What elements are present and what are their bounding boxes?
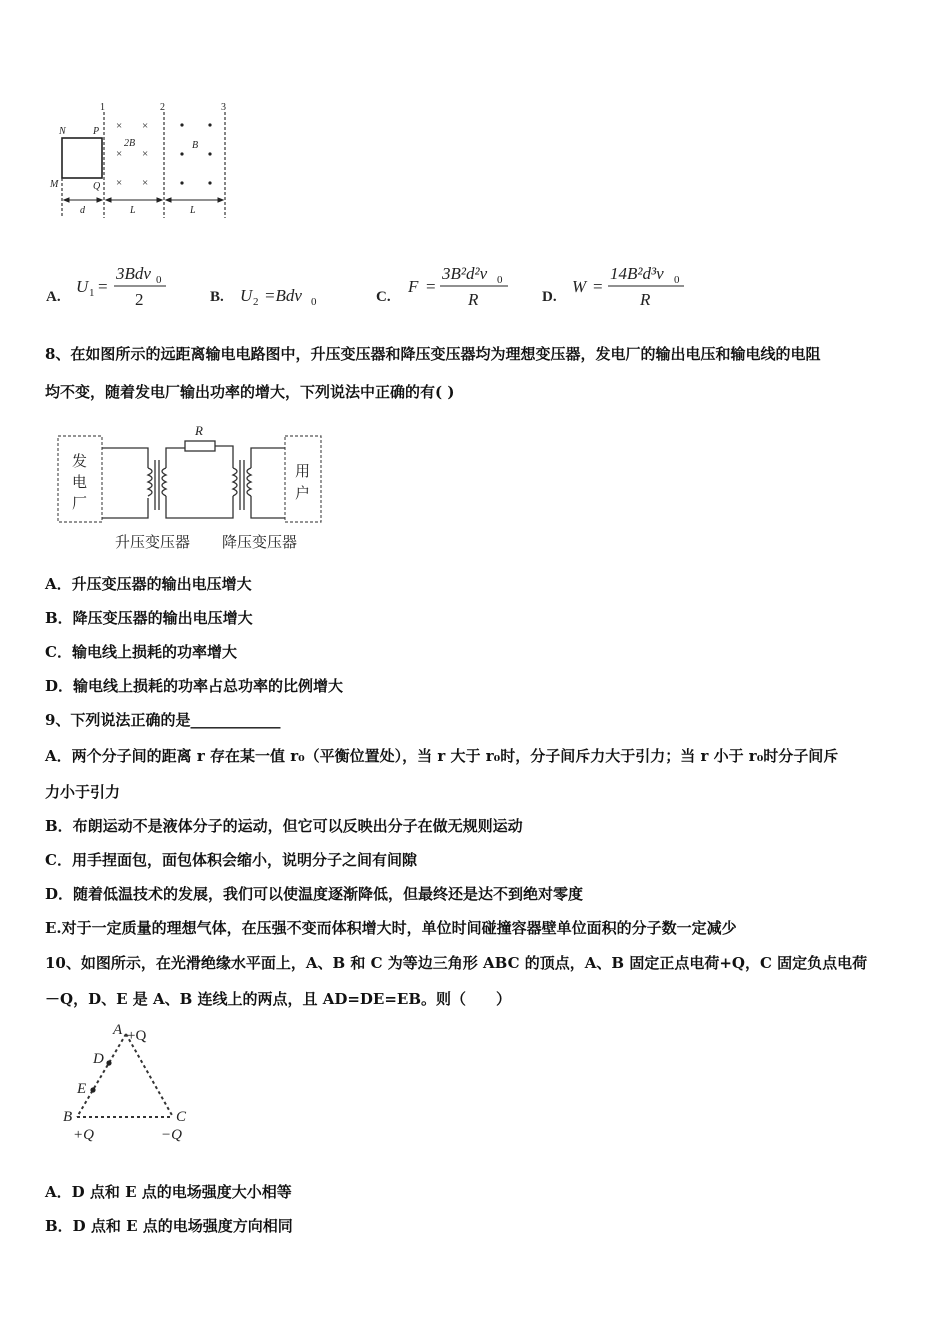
- svg-text:0: 0: [156, 274, 162, 286]
- label-P: P: [93, 126, 100, 137]
- svg-text:×: ×: [142, 148, 149, 160]
- square-loop: [62, 138, 102, 178]
- q10-stem-line2: －Q，D、E 是 A、B 连线上的两点，且 AD=DE=EB。则（ ）: [45, 990, 512, 1008]
- label-B: B: [192, 140, 199, 151]
- label-L1: L: [130, 205, 136, 216]
- q7-option-d-label: D.: [542, 289, 557, 305]
- plant-char-2: 电: [72, 475, 88, 491]
- label-N: N: [59, 126, 66, 137]
- label-L2: L: [190, 205, 196, 216]
- svg-text:U: U: [76, 277, 89, 296]
- q8-option-b: B．降压变压器的输出电压增大: [45, 609, 253, 627]
- label-1: 1: [100, 102, 105, 113]
- svg-text:F: F: [408, 277, 419, 296]
- q7-option-a-numerator: 3Bdv: [116, 264, 151, 283]
- step-up-label: 升压变压器: [115, 535, 191, 551]
- plant-char-3: 厂: [72, 496, 88, 512]
- resistor-label: R: [195, 423, 203, 438]
- label-M: M: [50, 179, 59, 190]
- svg-text:×: ×: [142, 177, 149, 189]
- vertex-a-label: A: [113, 1022, 123, 1038]
- svg-text:×: ×: [116, 120, 123, 132]
- vertex-b-charge: +Q: [73, 1127, 94, 1143]
- q10-stem-line1: 10、如图所示，在光滑绝缘水平面上，A、B 和 C 为等边三角形 ABC 的顶点，A、B 固定正点电荷+Q，C 固定负点电荷: [45, 954, 868, 972]
- field-into-page: [116, 120, 148, 189]
- point-e-label: E: [77, 1081, 87, 1097]
- q10-option-b: B．D 点和 E 点的电场强度方向相同: [45, 1217, 293, 1235]
- label-2B: 2B: [124, 138, 136, 149]
- q9-option-a-line2: 力小于引力: [45, 783, 121, 801]
- power-transmission-figure: [55, 420, 325, 555]
- svg-text:=: =: [593, 277, 603, 296]
- q7-option-c-numerator: 3B²d²v: [442, 264, 488, 283]
- svg-text:1: 1: [89, 287, 95, 299]
- q8-stem-line2: 均不变，随着发电厂输出功率的增大，下列说法中正确的有( ): [45, 383, 455, 401]
- label-Q: Q: [93, 181, 101, 192]
- vertex-c-label: C: [176, 1109, 187, 1125]
- svg-text:U: U: [240, 286, 253, 305]
- svg-text:×: ×: [116, 177, 123, 189]
- point-d: [106, 1060, 111, 1065]
- q7-option-c-denominator: R: [468, 290, 479, 309]
- magnetic-field-figure: [40, 100, 240, 225]
- field-out-of-page: [180, 123, 211, 184]
- user-char-2: 户: [295, 486, 311, 502]
- svg-text:0: 0: [674, 274, 680, 286]
- q10-option-a: A．D 点和 E 点的电场强度大小相等: [45, 1183, 292, 1201]
- vertex-b-label: B: [63, 1109, 73, 1125]
- q9-option-e: E.对于一定质量的理想气体，在压强不变而体积增大时，单位时间碰撞容器壁单位面积的分子数一定减少: [45, 919, 737, 937]
- user-char-1: 用: [295, 464, 311, 480]
- svg-text:×: ×: [142, 120, 149, 132]
- step-down-label: 降压变压器: [222, 535, 298, 551]
- point-d-label: D: [93, 1051, 104, 1067]
- q7-option-c-label: C.: [376, 289, 391, 305]
- svg-text:=: =: [426, 277, 436, 296]
- vertex-a-charge: +Q: [127, 1028, 147, 1044]
- triangle-charges-figure: [55, 1018, 215, 1148]
- q8-option-d: D．输电线上损耗的功率占总功率的比例增大: [45, 677, 344, 695]
- label-2: 2: [160, 102, 165, 113]
- q9-option-d: D．随着低温技术的发展，我们可以使温度逐渐降低，但最终还是达不到绝对零度: [45, 885, 584, 903]
- q7-option-b-formula: =Bdv: [264, 286, 302, 305]
- svg-text:×: ×: [116, 148, 123, 160]
- vertex-c-charge: −Q: [161, 1127, 182, 1143]
- q7-option-a-label: A.: [46, 289, 61, 305]
- label-d: d: [80, 205, 85, 216]
- q9-option-b: B．布朗运动不是液体分子的运动，但它可以反映出分子在做无规则运动: [45, 817, 523, 835]
- q8-stem-line1: 8、在如图所示的远距离输电电路图中，升压变压器和降压变压器均为理想变压器，发电厂的输出电压和输电线的电阻: [45, 345, 821, 363]
- q9-option-c: C．用手捏面包，面包体积会缩小，说明分子之间有间隙: [45, 851, 417, 869]
- q7-options: [40, 255, 720, 315]
- q7-option-b-label: B.: [210, 289, 224, 305]
- q7-option-a-denominator: 2: [135, 290, 144, 309]
- q9-stem: 9、下列说法正确的是____________: [45, 711, 281, 729]
- svg-text:0: 0: [311, 296, 317, 308]
- svg-text:W: W: [572, 277, 587, 296]
- q7-option-d-denominator: R: [640, 290, 651, 309]
- svg-text:=: =: [98, 277, 108, 296]
- q8-option-a: A．升压变压器的输出电压增大: [45, 575, 252, 593]
- plant-char-1: 发: [72, 454, 88, 470]
- resistor: [185, 441, 215, 451]
- point-e: [90, 1087, 95, 1092]
- q8-option-c: C．输电线上损耗的功率增大: [45, 643, 237, 661]
- label-3: 3: [221, 102, 226, 113]
- q7-option-d-numerator: 14B²d³v: [610, 264, 664, 283]
- svg-text:2: 2: [253, 296, 259, 308]
- svg-text:0: 0: [497, 274, 503, 286]
- q9-option-a-line1: A．两个分子间的距离 r 存在某一值 r₀（平衡位置处），当 r 大于 r₀时，分子间斥力大于引力；当 r 小于 r₀时分子间斥: [45, 747, 839, 765]
